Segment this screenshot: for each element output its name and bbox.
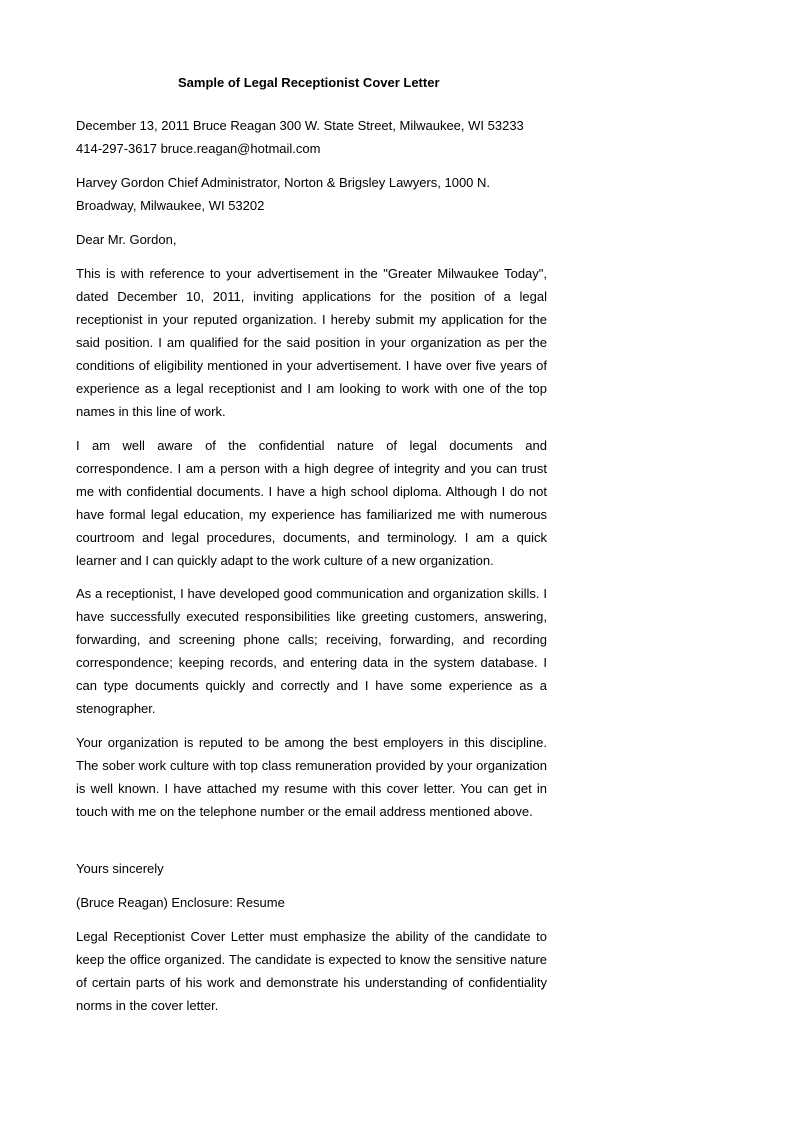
closing: Yours sincerely — [76, 861, 164, 876]
body-paragraph-3: As a receptionist, I have developed good communication and organization skills. I have successfully executed responsibilities like greeting customers, answering, forwarding, and screening phone calls; receiving, forwarding, and recording correspondence; keeping records, and entering data in the system database. I can type documents quickly and correctly and I have some experience as a stenographer. — [76, 586, 547, 716]
recipient-address — [76, 171, 547, 217]
document-title: Sample of Legal Receptionist Cover Letter — [178, 75, 440, 90]
body-paragraph-2: I am well aware of the confidential nature of legal documents and correspondence. I am a person with a high degree of integrity and you can trust me with confidential documents. I have a high school diploma. Although I do not have formal legal education, my experience has familiarized me with numerous courtroom and legal procedures, documents, and terminology. I am a quick learner and I can quickly adapt to the work culture of a new organization. — [76, 438, 547, 568]
body-paragraph-4: Your organization is reputed to be among the best employers in this discipline. The sober work culture with top class remuneration provided by your organization is well known. I have attached my resume with this cover letter. You can get in touch with me on the telephone number or the email address mentioned above. — [76, 735, 547, 819]
sender-header-line-2: 414-297-3617 bruce.reagan@hotmail.com — [76, 141, 321, 156]
body-paragraph-1: This is with reference to your advertisement in the "Greater Milwaukee Today", dated December 10, 2011, inviting applications for the position of a legal receptionist in your reputed organization. I hereby submit my application for the said position. I am qualified for the said position in your organization as per the conditions of eligibility mentioned in your advertisement. I have over five years of experience as a legal receptionist and I am looking to work with one of the top names in this line of work. — [76, 266, 547, 419]
sender-header-line-1: December 13, 2011 Bruce Reagan 300 W. State Street, Milwaukee, WI 53233 — [76, 118, 524, 133]
recipient-address-line-1: Harvey Gordon Chief Administrator, Norton & Brigsley Lawyers, 1000 N. — [76, 175, 491, 190]
signature-line: (Bruce Reagan) Enclosure: Resume — [76, 895, 285, 910]
closing-note-paragraph: Legal Receptionist Cover Letter must emphasize the ability of the candidate to keep the office organized. The candidate is expected to know the sensitive nature of certain parts of his work and demonstrate his understanding of confidentiality norms in the cover letter. — [76, 929, 547, 1013]
salutation: Dear Mr. Gordon, — [76, 232, 177, 247]
recipient-address-line-2: Broadway, Milwaukee, WI 53202 — [76, 198, 265, 213]
sender-header — [76, 114, 547, 160]
